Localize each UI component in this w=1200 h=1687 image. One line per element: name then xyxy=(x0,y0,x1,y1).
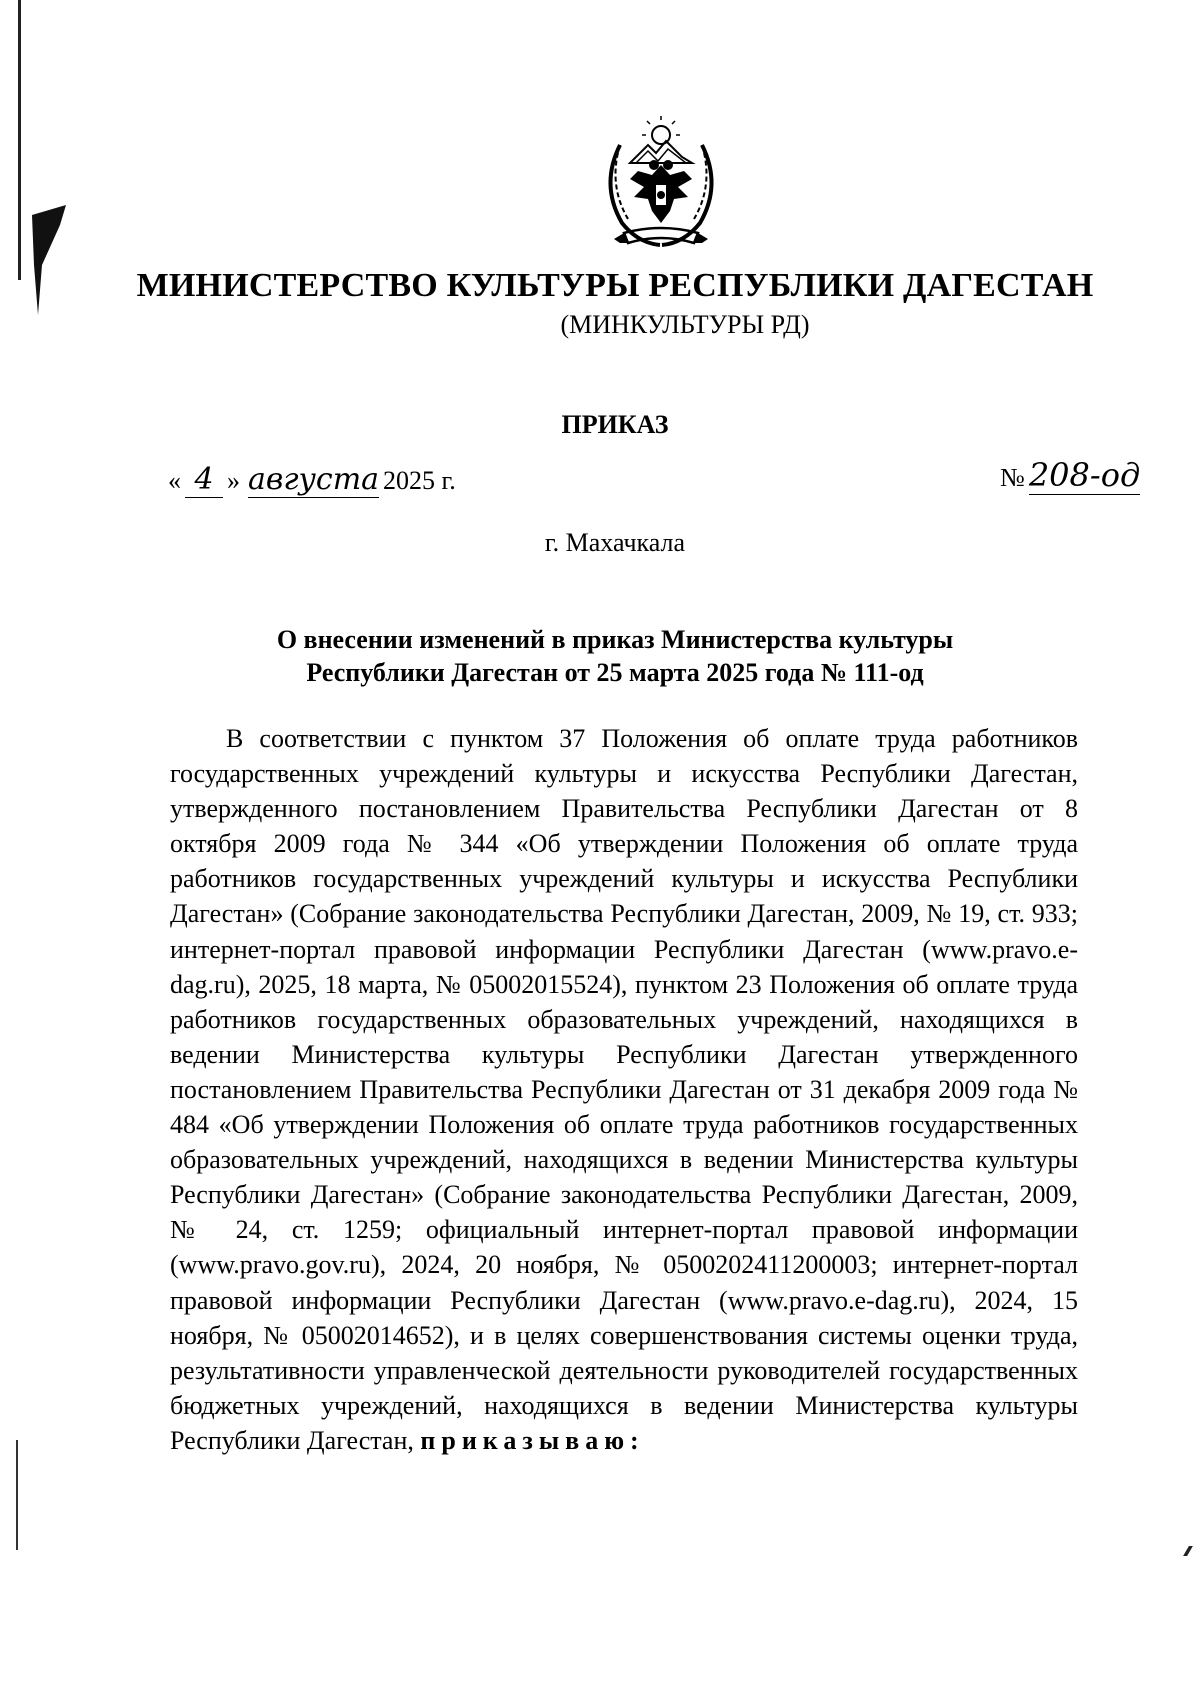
document-type-title: ПРИКАЗ xyxy=(561,410,669,439)
subject-line-1: О внесении изменений в приказ Министерства культуры xyxy=(276,625,954,654)
order-word: приказываю: xyxy=(420,1425,645,1455)
date-open-quote: « xyxy=(168,466,181,495)
ministry-name: МИНИСТЕРСТВО КУЛЬТУРЫ РЕСПУБЛИКИ ДАГЕСТАН xyxy=(136,267,1094,304)
document-city: г. Махачкала xyxy=(544,528,686,557)
scan-edge-line-bottom xyxy=(16,1440,18,1550)
date-close-quote: » xyxy=(227,466,240,495)
scan-margin-mark xyxy=(30,205,70,325)
scan-tick-mark xyxy=(1183,1546,1193,1556)
date-day: 4 xyxy=(185,462,223,498)
body-paragraph-text: В соответствии с пунктом 37 Положения об оплате труда работников государственных учреждений культуры и искусства Республики Дагестан, утвержденного постановлением Правительства Республики Дагестан от 8 октября 2009 года № 344 «Об утверждении Положения об оплате труда работников государственных учреждений культуры и искусства Республики Дагестан» (Собрание законодательства Республики Дагестан, 2009, № 19, ст. 933; интернет-портал правовой информации Республики Дагестан (www.pravo.e-dag.ru), 2025, 18 марта, № 05002015524), пунктом 23 Положения об оплате труда работников государственных образовательных учреждений, находящихся в ведении Министерства культуры Республики Дагестан утвержденного постановлением Правительства Республики Дагестан от 31 декабря 2009 года № 484 «Об утверждении Положения об оплате труда работников государственных образовательных учреждений, находящихся в ведении Министерства культуры Республики Дагестан» (Собрание законодательства Республики Дагестан, 2009, № 24, ст. 1259; официальный интернет-портал правовой информации (www.pravo.gov.ru), 2024, 20 ноября, № 0500202411200003; интернет-портал правовой информации Республики Дагестан (www.pravo.e-dag.ru), 2024, 15 ноября, № 05002014652), и в целях совершенствования системы оценки труда, результативности управленческой деятельности руководителей государственных бюджетных учреждений, находящихся в ведении Министерства культуры Республики Дагестан, xyxy=(170,724,1078,1455)
number-value: 208-од xyxy=(1028,456,1141,494)
scan-edge-line xyxy=(18,0,21,280)
number-sign: № xyxy=(1000,463,1025,492)
body-paragraph xyxy=(170,721,1078,1458)
dagestan-coat-of-arms-icon xyxy=(590,115,732,253)
document-subject xyxy=(150,623,1080,689)
date-month: августа xyxy=(248,462,380,497)
document-date xyxy=(168,462,456,498)
date-year: 2025 г. xyxy=(383,466,456,495)
subject-line-2: Республики Дагестан от 25 марта 2025 года № 111-од xyxy=(306,658,924,687)
document-number xyxy=(1000,456,1140,495)
ministry-abbreviation: (МИНКУЛЬТУРЫ РД) xyxy=(560,310,810,339)
